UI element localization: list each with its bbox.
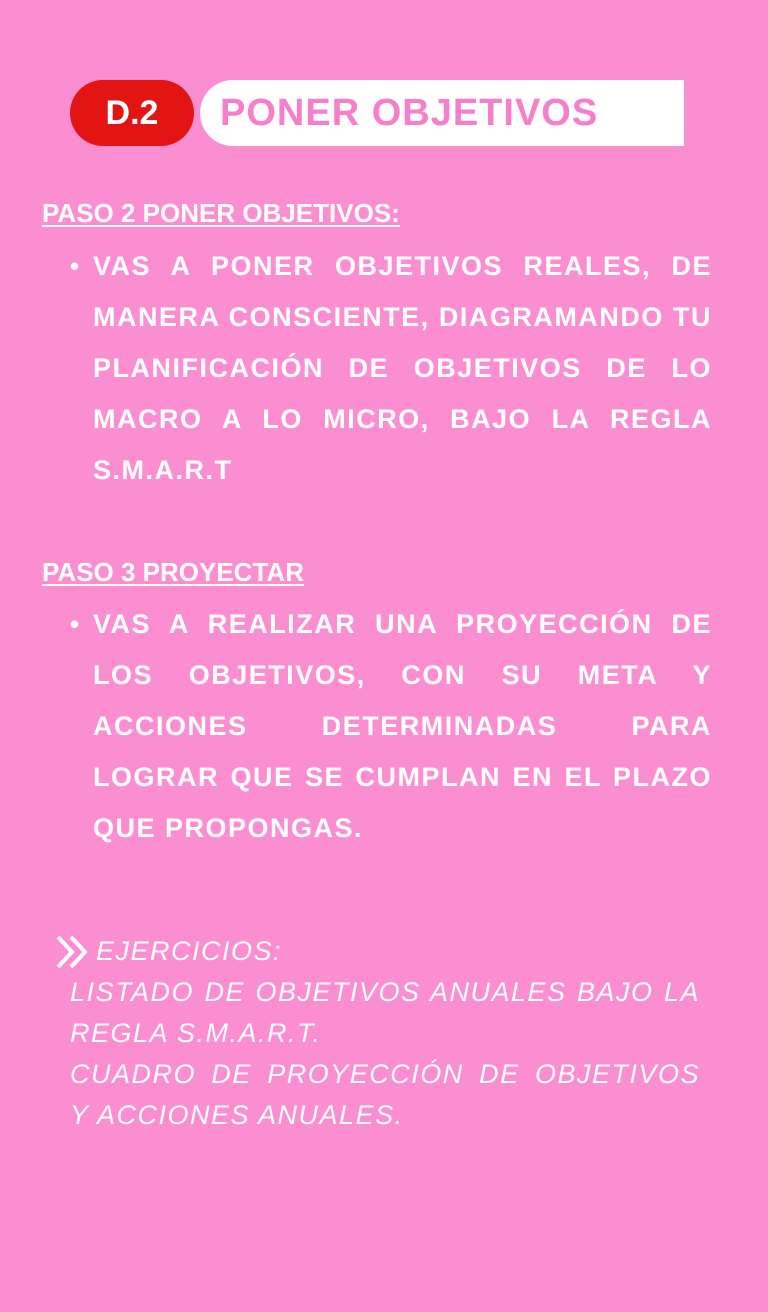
double-chevron-right-icon xyxy=(54,934,92,970)
exercise-item: CUADRO DE PROYECCIÓN DE OBJETIVOS Y ACCIONES ANUALES. xyxy=(70,1059,700,1130)
bullet-dot-icon: • xyxy=(70,609,80,639)
exercise-item: LISTADO DE OBJETIVOS ANUALES BAJO LA REGLA S.M.A.R.T. xyxy=(70,977,700,1048)
bullet-dot-icon: • xyxy=(70,251,80,281)
step-2-bullet xyxy=(70,241,712,496)
title-box xyxy=(200,80,684,146)
step-3-heading: PASO 3 PROYECTAR xyxy=(42,557,304,587)
exercises-title: EJERCICIOS: xyxy=(96,936,283,966)
page-title: PONER OBJETIVOS xyxy=(220,92,599,134)
section-badge: D.2 xyxy=(70,80,194,146)
step-2-text: VAS A PONER OBJETIVOS REALES, DE MANERA CONSCIENTE, DIAGRAMANDO TU PLANIFICACIÓN DE OBJETIVOS DE LO MACRO A LO MICRO, BAJO LA REGLA S.M.A.R.T xyxy=(93,251,712,485)
step-2-heading: PASO 2 PONER OBJETIVOS: xyxy=(42,198,400,228)
step-3-bullet xyxy=(70,599,712,854)
exercises-section xyxy=(70,930,700,1136)
step-3-text: VAS A REALIZAR UNA PROYECCIÓN DE LOS OBJETIVOS, CON SU META Y ACCIONES DETERMINADAS PARA LOGRAR QUE SE CUMPLAN EN EL PLAZO QUE PROPONGAS. xyxy=(93,609,712,843)
header xyxy=(70,80,684,146)
